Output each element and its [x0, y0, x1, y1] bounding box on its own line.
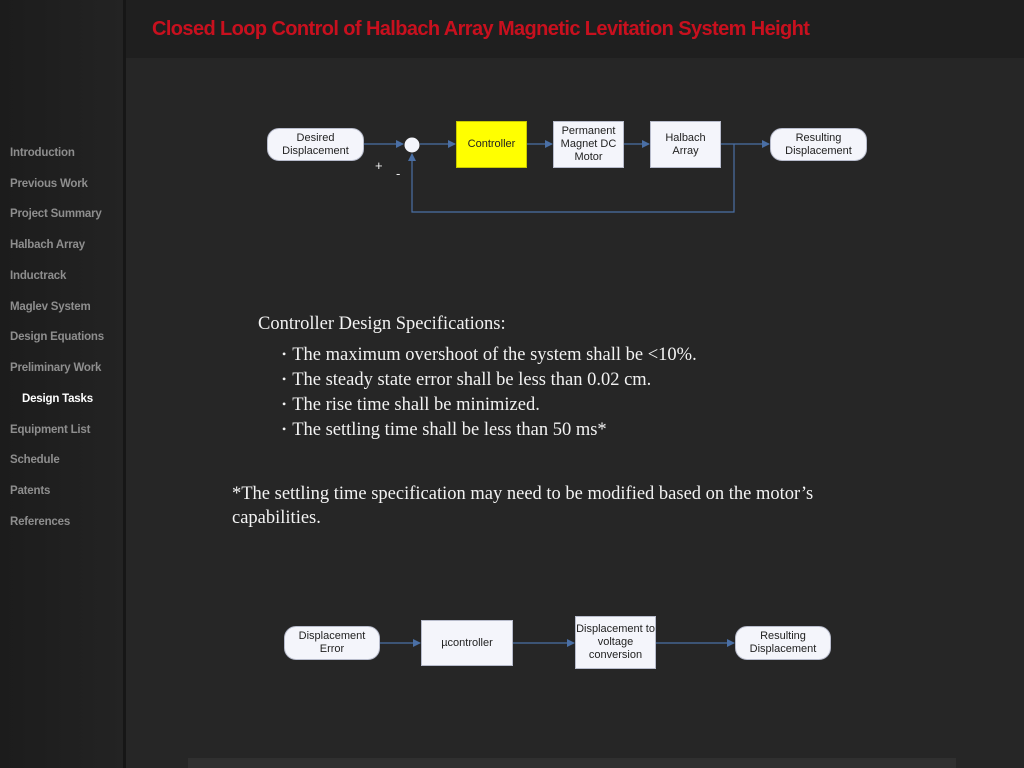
ucontroller-block: µcontroller: [421, 620, 513, 666]
bottom-bar: [188, 758, 956, 768]
settling-time-footnote: *The settling time specification may need to be modified based on the motor’s capabilities.: [232, 484, 814, 528]
controller-block: Controller: [456, 121, 527, 168]
sidebar-item-schedule[interactable]: Schedule: [10, 454, 60, 466]
halbach-array-block: Halbach Array: [650, 121, 721, 168]
sidebar-item-patents[interactable]: Patents: [10, 485, 51, 497]
sidebar-item-introduction[interactable]: Introduction: [10, 147, 75, 159]
motor-block: Permanent Magnet DC Motor: [553, 121, 624, 168]
summing-junction: [405, 138, 420, 153]
sidebar-item-previous-work[interactable]: Previous Work: [10, 178, 88, 190]
sidebar-item-project-summary[interactable]: Project Summary: [10, 208, 102, 220]
spec-item: • The rise time shall be minimized.: [282, 393, 697, 418]
resulting-displacement-block: Resulting Displacement: [770, 128, 867, 161]
spec-item: • The settling time shall be less than 50 ms*: [282, 418, 697, 443]
sidebar-item-design-equations[interactable]: Design Equations: [10, 331, 104, 343]
conversion-block: Displacement to voltage conversion: [575, 616, 656, 669]
controller-specifications: [258, 314, 697, 443]
specs-heading: Controller Design Specifications:: [258, 314, 506, 334]
sidebar-item-equipment-list[interactable]: Equipment List: [10, 424, 91, 436]
sidebar-item-references[interactable]: References: [10, 516, 71, 528]
plus-sign: +: [375, 158, 383, 173]
sidebar-item-preliminary-work[interactable]: Preliminary Work: [10, 362, 102, 374]
minus-sign: -: [396, 166, 401, 181]
spec-item: • The maximum overshoot of the system shall be <10%.: [282, 343, 697, 368]
resulting-displacement-block-2: Resulting Displacement: [735, 626, 831, 660]
sidebar-item-halbach-array[interactable]: Halbach Array: [10, 239, 85, 251]
desired-displacement-block: Desired Displacement: [267, 128, 364, 161]
page-title: Closed Loop Control of Halbach Array Magnetic Levitation System Height: [152, 18, 810, 40]
sidebar-item-design-tasks[interactable]: Design Tasks: [22, 393, 93, 405]
spec-item: • The steady state error shall be less than 0.02 cm.: [282, 368, 697, 393]
sidebar-item-inductrack[interactable]: Inductrack: [10, 270, 67, 282]
sidebar-item-maglev-system[interactable]: Maglev System: [10, 301, 91, 313]
displacement-error-block: Displacement Error: [284, 626, 380, 660]
